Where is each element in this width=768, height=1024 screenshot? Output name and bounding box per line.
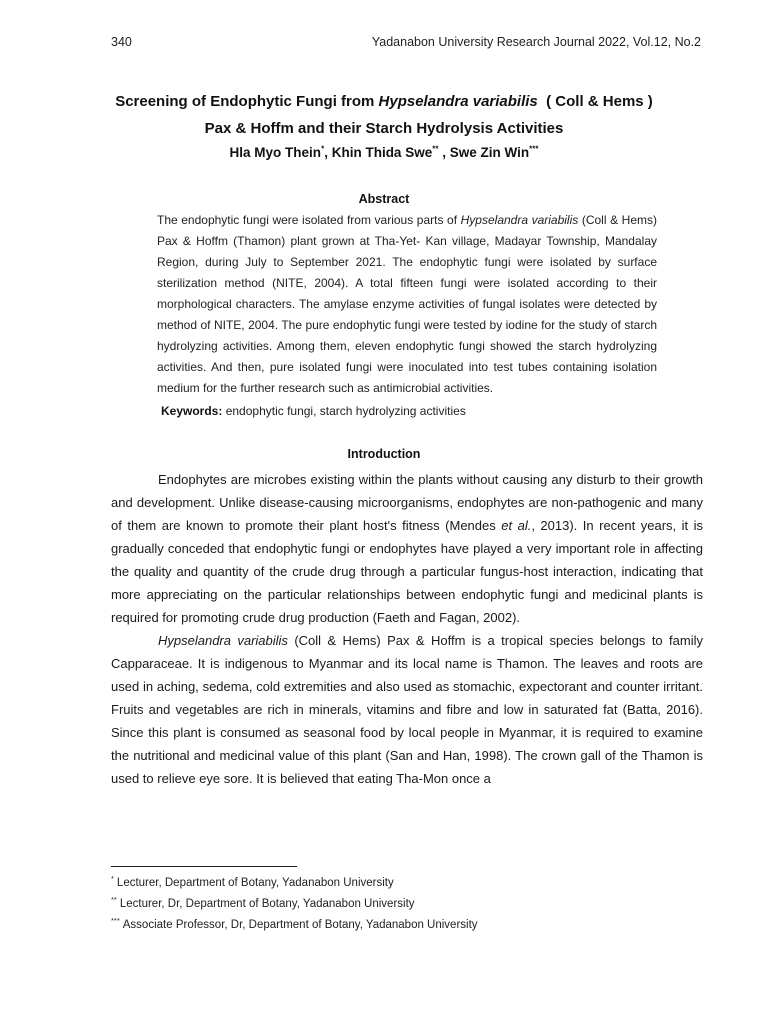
page-number: 340 [111, 35, 132, 49]
running-header [111, 35, 701, 49]
keywords-line [161, 401, 661, 421]
introduction-paragraph-2 [111, 629, 703, 790]
footnotes [111, 873, 703, 936]
author-name: Swe Zin Win [449, 145, 530, 160]
footnote-text: Lecturer, Dr, Department of Botany, Yadanabon University [119, 898, 415, 910]
abstract-species-name: Hypselandra variabilis [460, 213, 579, 227]
keywords-label: Keywords: [161, 404, 223, 418]
footnote [111, 873, 703, 894]
title-species-name: Hypselandra variabilis [378, 93, 538, 110]
author-separator: , [438, 145, 450, 160]
title-block [60, 88, 708, 164]
introduction-heading: Introduction [347, 447, 421, 461]
author-separator: , [324, 145, 332, 160]
author-name: Hla Myo Thein [229, 145, 322, 160]
journal-citation: Yadanabon University Research Journal 2022, Vol.12, No.2 [371, 35, 701, 49]
abstract-text-rest: (Coll & Hems) Pax & Hoffm (Thamon) plant grown at Tha-Yet- Kan village, Madayar Township, Mandalay Region, during July to September 2021. The endophytic fungi were isolated by surface sterilization method (NITE, 2004). A total fifteen fungi were isolated according to their morphological characters. The amylase enzyme activities of fungal isolates were detected by method of NITE, 2004. The pure endophytic fungi were tested by iodine for the study of starch hydrolyzing activities. Among them, eleven endophytic fungi showed the starch hydrolyzing activities. And then, pure isolated fungi were inoculated into test tubes containing isolation medium for the further research such as antimicrobial activities. [157, 213, 657, 395]
footnote [111, 894, 703, 915]
footnote-mark: *** [111, 916, 120, 926]
abstract-heading: Abstract [358, 192, 410, 206]
footnote-mark: ** [111, 895, 117, 905]
footnote-text: Lecturer, Department of Botany, Yadanabon University [116, 877, 394, 889]
abstract-text-start: The endophytic fungi were isolated from various parts of [157, 213, 461, 227]
abstract-text [157, 210, 657, 399]
introduction-body [111, 468, 703, 790]
author-list [60, 142, 708, 164]
title-authority: ( Coll & Hems ) [537, 93, 653, 110]
citation-et-al: et al. [501, 518, 532, 533]
author-affiliation-mark: * [321, 144, 325, 154]
paragraph-text: Endophytes are microbes existing within the plants without causing any disturb to their growth and development. Unlike disease-causing microorganisms, endophytes are non-pathogenic and many of them are known to promote their plant host's fitness (Mendes [111, 472, 703, 533]
author-name: Khin Thida Swe [331, 145, 433, 160]
introduction-paragraph-1 [111, 468, 703, 629]
paragraph-species-name: Hypselandra variabilis [158, 633, 288, 648]
footnote-text: Associate Professor, Dr, Department of Botany, Yadanabon University [122, 919, 478, 931]
author-affiliation-mark: *** [529, 144, 539, 154]
paper-title-line-2: Pax & Hoffm and their Starch Hydrolysis Activities [204, 120, 564, 137]
keywords-text: endophytic fungi, starch hydrolyzing activities [222, 404, 466, 418]
footnote-mark: * [111, 874, 114, 884]
footnote-divider [111, 866, 297, 867]
author-affiliation-mark: ** [432, 144, 439, 154]
paragraph-text: (Coll & Hems) Pax & Hoffm is a tropical species belongs to family Capparaceae. It is indigenous to Myanmar and its local name is Thamon. The leaves and roots are used in aching, sedema, cold extremities and also used as stomachic, expectorant and counter irritant. Fruits and vegetables are rich in minerals, vitamins and fibre and low in saturated fat (Batta, 2016). Since this plant is consumed as seasonal food by local people in Myanmar, it is required to examine the nutritional and medicinal value of this plant (San and Han, 1998). The crown gall of the Thamon is used to relieve eye sore. It is believed that eating Tha-Mon once a [111, 633, 703, 786]
footnote [111, 915, 703, 936]
title-prefix: Screening of Endophytic Fungi from [115, 93, 379, 110]
paper-title-line-1 [60, 88, 708, 115]
paragraph-text: , 2013). In recent years, it is gradually conceded that endophytic fungi or endophytes have played a very important role in affecting the quality and quantity of the crude drug through a particular fungus-host interaction, indicating that more appreciating on the particular relationships between endophytic fungi and medicinal plants is required for promoting crude drug production (Faeth and Fagan, 2002). [111, 518, 704, 625]
